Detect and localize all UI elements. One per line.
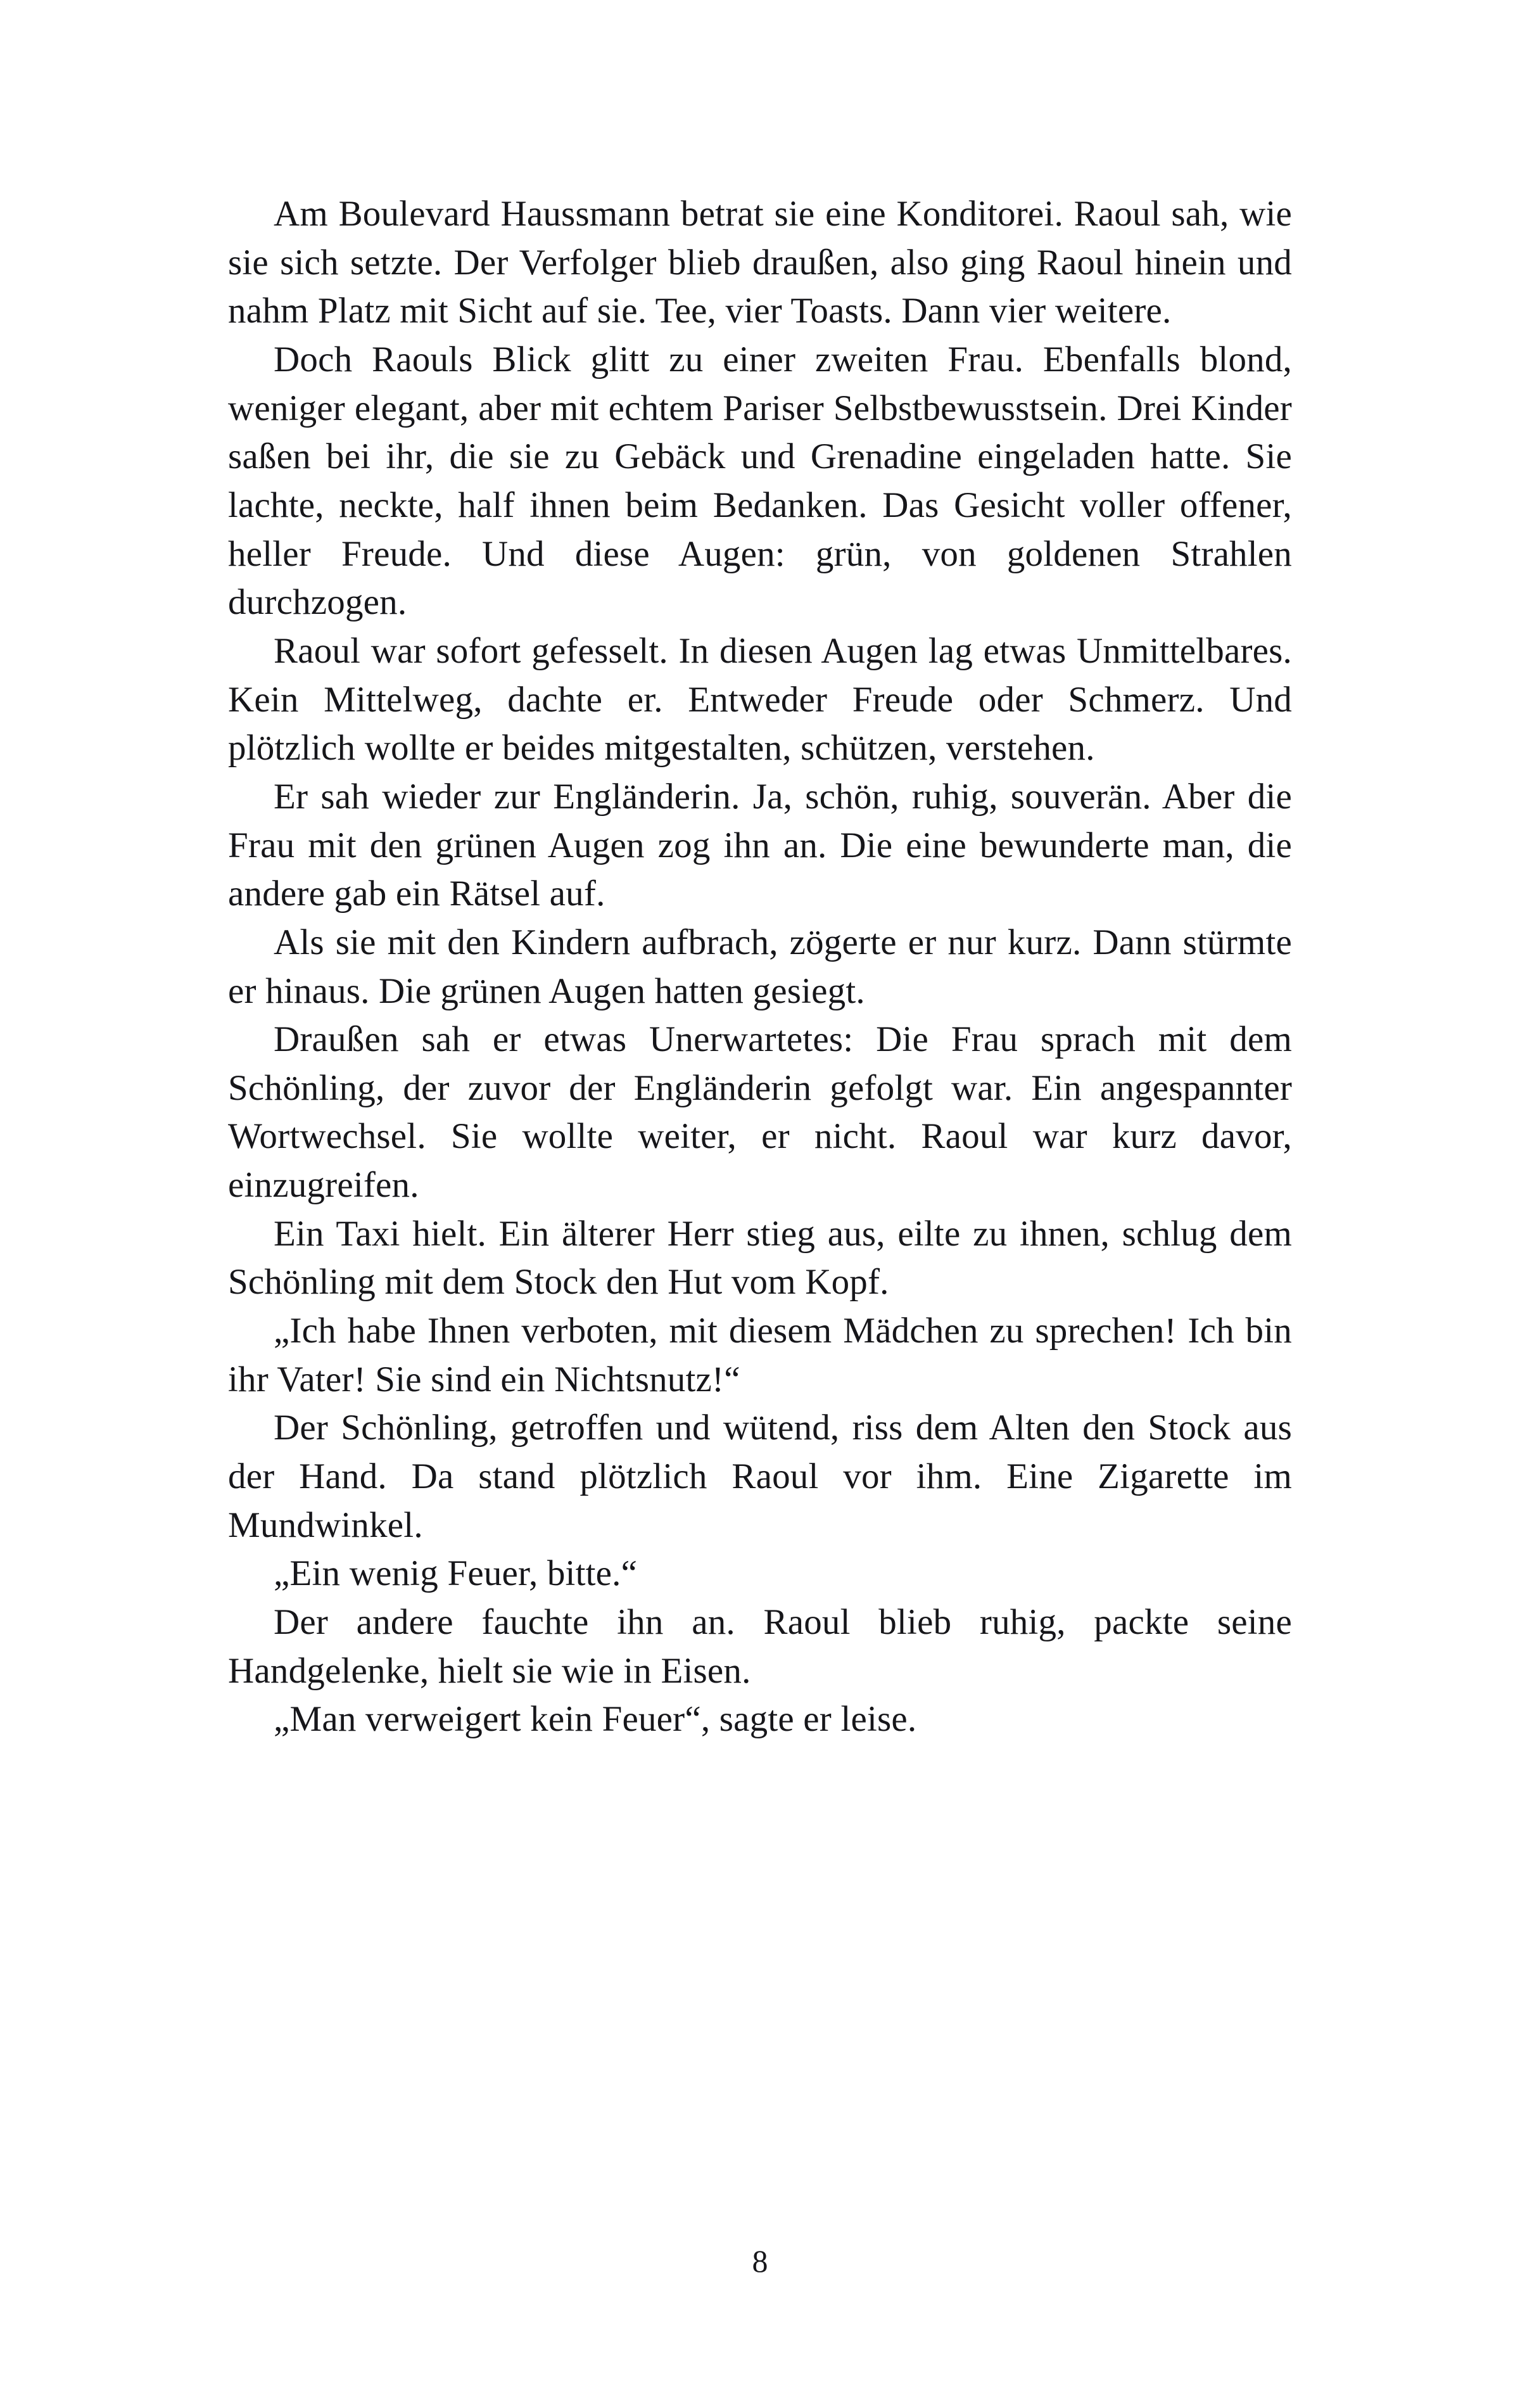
paragraph: „Ich habe Ihnen verboten, mit diesem Mädchen zu sprechen! Ich bin ihr Vater! Sie sind ein Nichtsnutz!“ <box>228 1311 1292 1399</box>
paragraph: Am Boulevard Haussmann betrat sie eine Konditorei. Raoul sah, wie sie sich setzte. Der Verfolger blieb draußen, also ging Raoul hinein und nahm Platz mit Sicht auf sie. Tee, vier Toasts. Dann vier weitere. <box>228 194 1292 331</box>
paragraph: Doch Raouls Blick glitt zu einer zweiten Frau. Ebenfalls blond, weniger elegant, aber mit echtem Pariser Selbstbewusstsein. Drei Kinder saßen bei ihr, die sie zu Gebäck und Grenadine eingeladen hatte. Sie lachte, neckte, half ihnen beim Bedanken. Das Gesicht voller offener, heller Freude. Und diese Augen: grün, von goldenen Strahlen durchzogen. <box>228 339 1292 623</box>
paragraph: „Man verweigert kein Feuer“, sagte er leise. <box>274 1699 917 1740</box>
paragraph: Der andere fauchte ihn an. Raoul blieb ruhig, packte seine Handgelenke, hielt sie wie in Eisen. <box>228 1602 1292 1691</box>
page-number: 8 <box>752 2243 768 2279</box>
paragraph: Ein Taxi hielt. Ein älterer Herr stieg aus, eilte zu ihnen, schlug dem Schönling mit dem Stock den Hut vom Kopf. <box>228 1213 1292 1303</box>
paragraph: Draußen sah er etwas Unerwartetes: Die Frau sprach mit dem Schönling, der zuvor der Engländerin gefolgt war. Ein angespannter Wortwechsel. Sie wollte weiter, er nicht. Raoul war kurz davor, einzugreifen. <box>228 1019 1292 1206</box>
paragraph: Als sie mit den Kindern aufbrach, zögerte er nur kurz. Dann stürmte er hinaus. Die grünen Augen hatten gesiegt. <box>228 922 1292 1011</box>
page-body-text <box>228 190 1292 1744</box>
paragraph: „Ein wenig Feuer, bitte.“ <box>274 1553 638 1594</box>
paragraph: Raoul war sofort gefesselt. In diesen Augen lag etwas Unmittelbares. Kein Mittelweg, dachte er. Entweder Freude oder Schmerz. Und plötzlich wollte er beides mitgestalten, schützen, verstehen. <box>228 630 1292 768</box>
paragraph: Er sah wieder zur Engländerin. Ja, schön, ruhig, souverän. Aber die Frau mit den grünen Augen zog ihn an. Die eine bewunderte man, die andere gab ein Rätsel auf. <box>228 776 1292 914</box>
paragraph: Der Schönling, getroffen und wütend, riss dem Alten den Stock aus der Hand. Da stand plötzlich Raoul vor ihm. Eine Zigarette im Mundwinkel. <box>228 1408 1292 1545</box>
